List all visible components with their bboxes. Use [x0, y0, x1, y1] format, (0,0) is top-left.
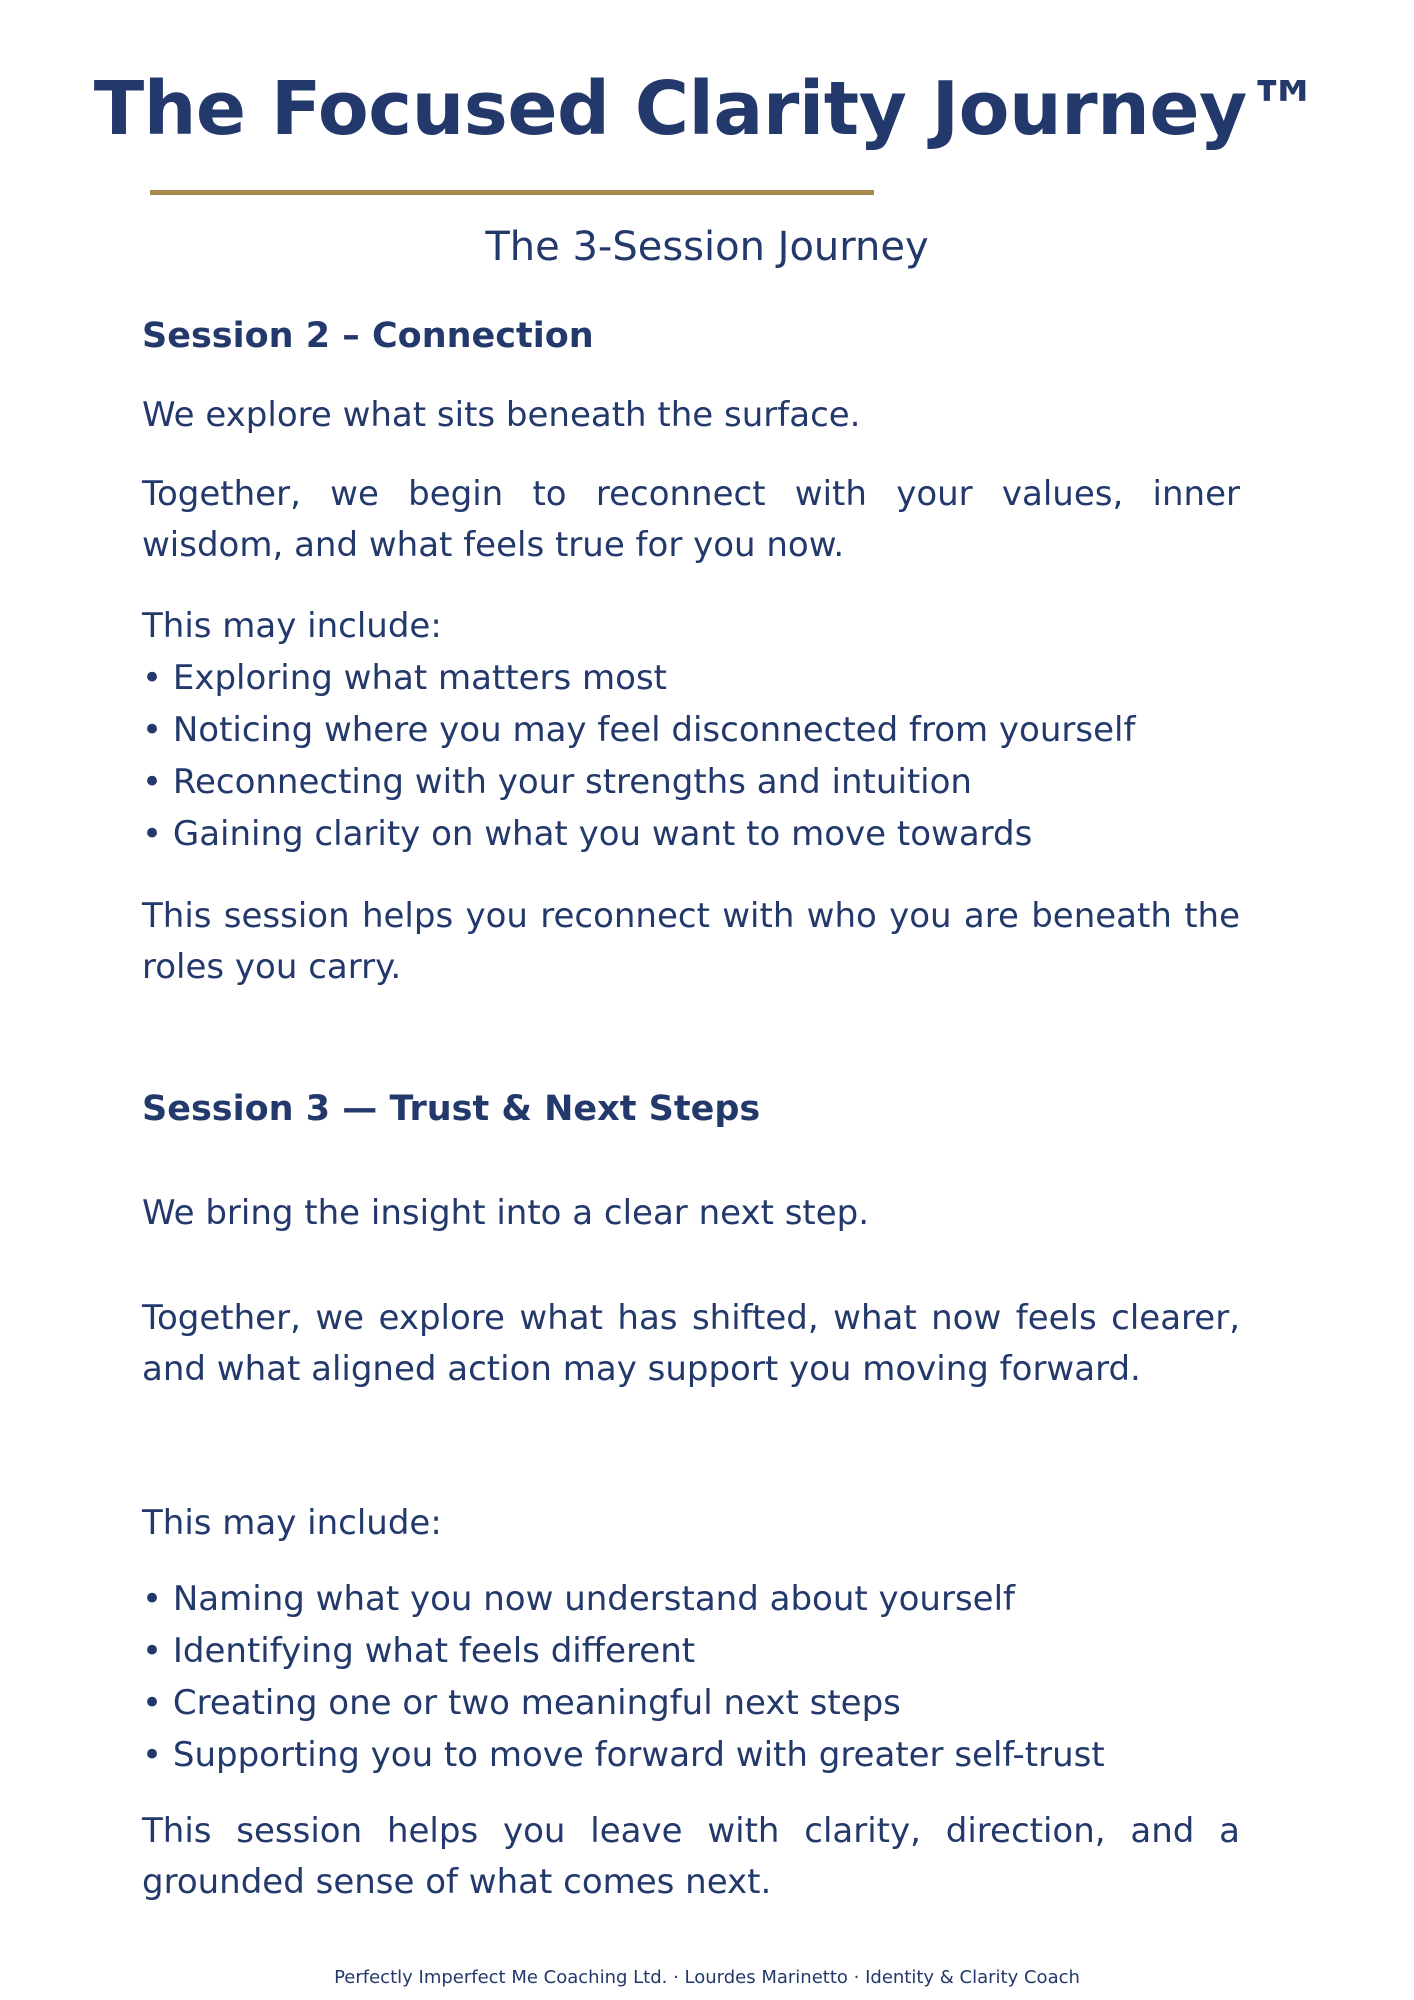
- session3-list: [142, 1573, 1282, 1781]
- session2-list-intro: This may include:: [142, 606, 442, 646]
- session2-heading: Session 2 – Connection: [142, 316, 594, 356]
- list-item: • Gaining clarity on what you want to move towards: [142, 814, 1033, 854]
- list-item: • Reconnecting with your strengths and intuition: [142, 762, 972, 802]
- page-footer: Perfectly Imperfect Me Coaching Ltd. · Lourdes Marinetto · Identity & Clarity Coach: [334, 1967, 1080, 1988]
- list-item: • Identifying what feels different: [142, 1631, 696, 1671]
- session2-body: Together, we begin to reconnect with your values, inner wisdom, and what feels true for you now.: [142, 474, 1240, 565]
- list-item: • Noticing where you may feel disconnected from yourself: [142, 710, 1136, 750]
- list-item: • Creating one or two meaningful next steps: [142, 1683, 901, 1723]
- session3-closing: This session helps you leave with clarity, direction, and a grounded sense of what comes next.: [142, 1811, 1240, 1902]
- session3-intro: We bring the insight into a clear next step.: [142, 1193, 870, 1233]
- session3-list-intro: This may include:: [142, 1503, 442, 1543]
- list-item: • Naming what you now understand about yourself: [142, 1579, 1016, 1619]
- session2-closing: This session helps you reconnect with who you are beneath the roles you carry.: [142, 896, 1240, 987]
- page-subtitle: The 3-Session Journey: [485, 224, 929, 270]
- session3-body: Together, we explore what has shifted, what now feels clearer, and what aligned action may support you moving forward.: [142, 1298, 1240, 1389]
- page-title: The Focused Clarity Journey™: [93, 66, 1321, 152]
- list-item: • Supporting you to move forward with greater self-trust: [142, 1735, 1105, 1775]
- session2-intro: We explore what sits beneath the surface.: [142, 395, 861, 435]
- session3-heading: Session 3 — Trust & Next Steps: [142, 1089, 761, 1129]
- title-divider: [150, 190, 874, 195]
- session2-list: [142, 652, 1282, 860]
- list-item: • Exploring what matters most: [142, 658, 667, 698]
